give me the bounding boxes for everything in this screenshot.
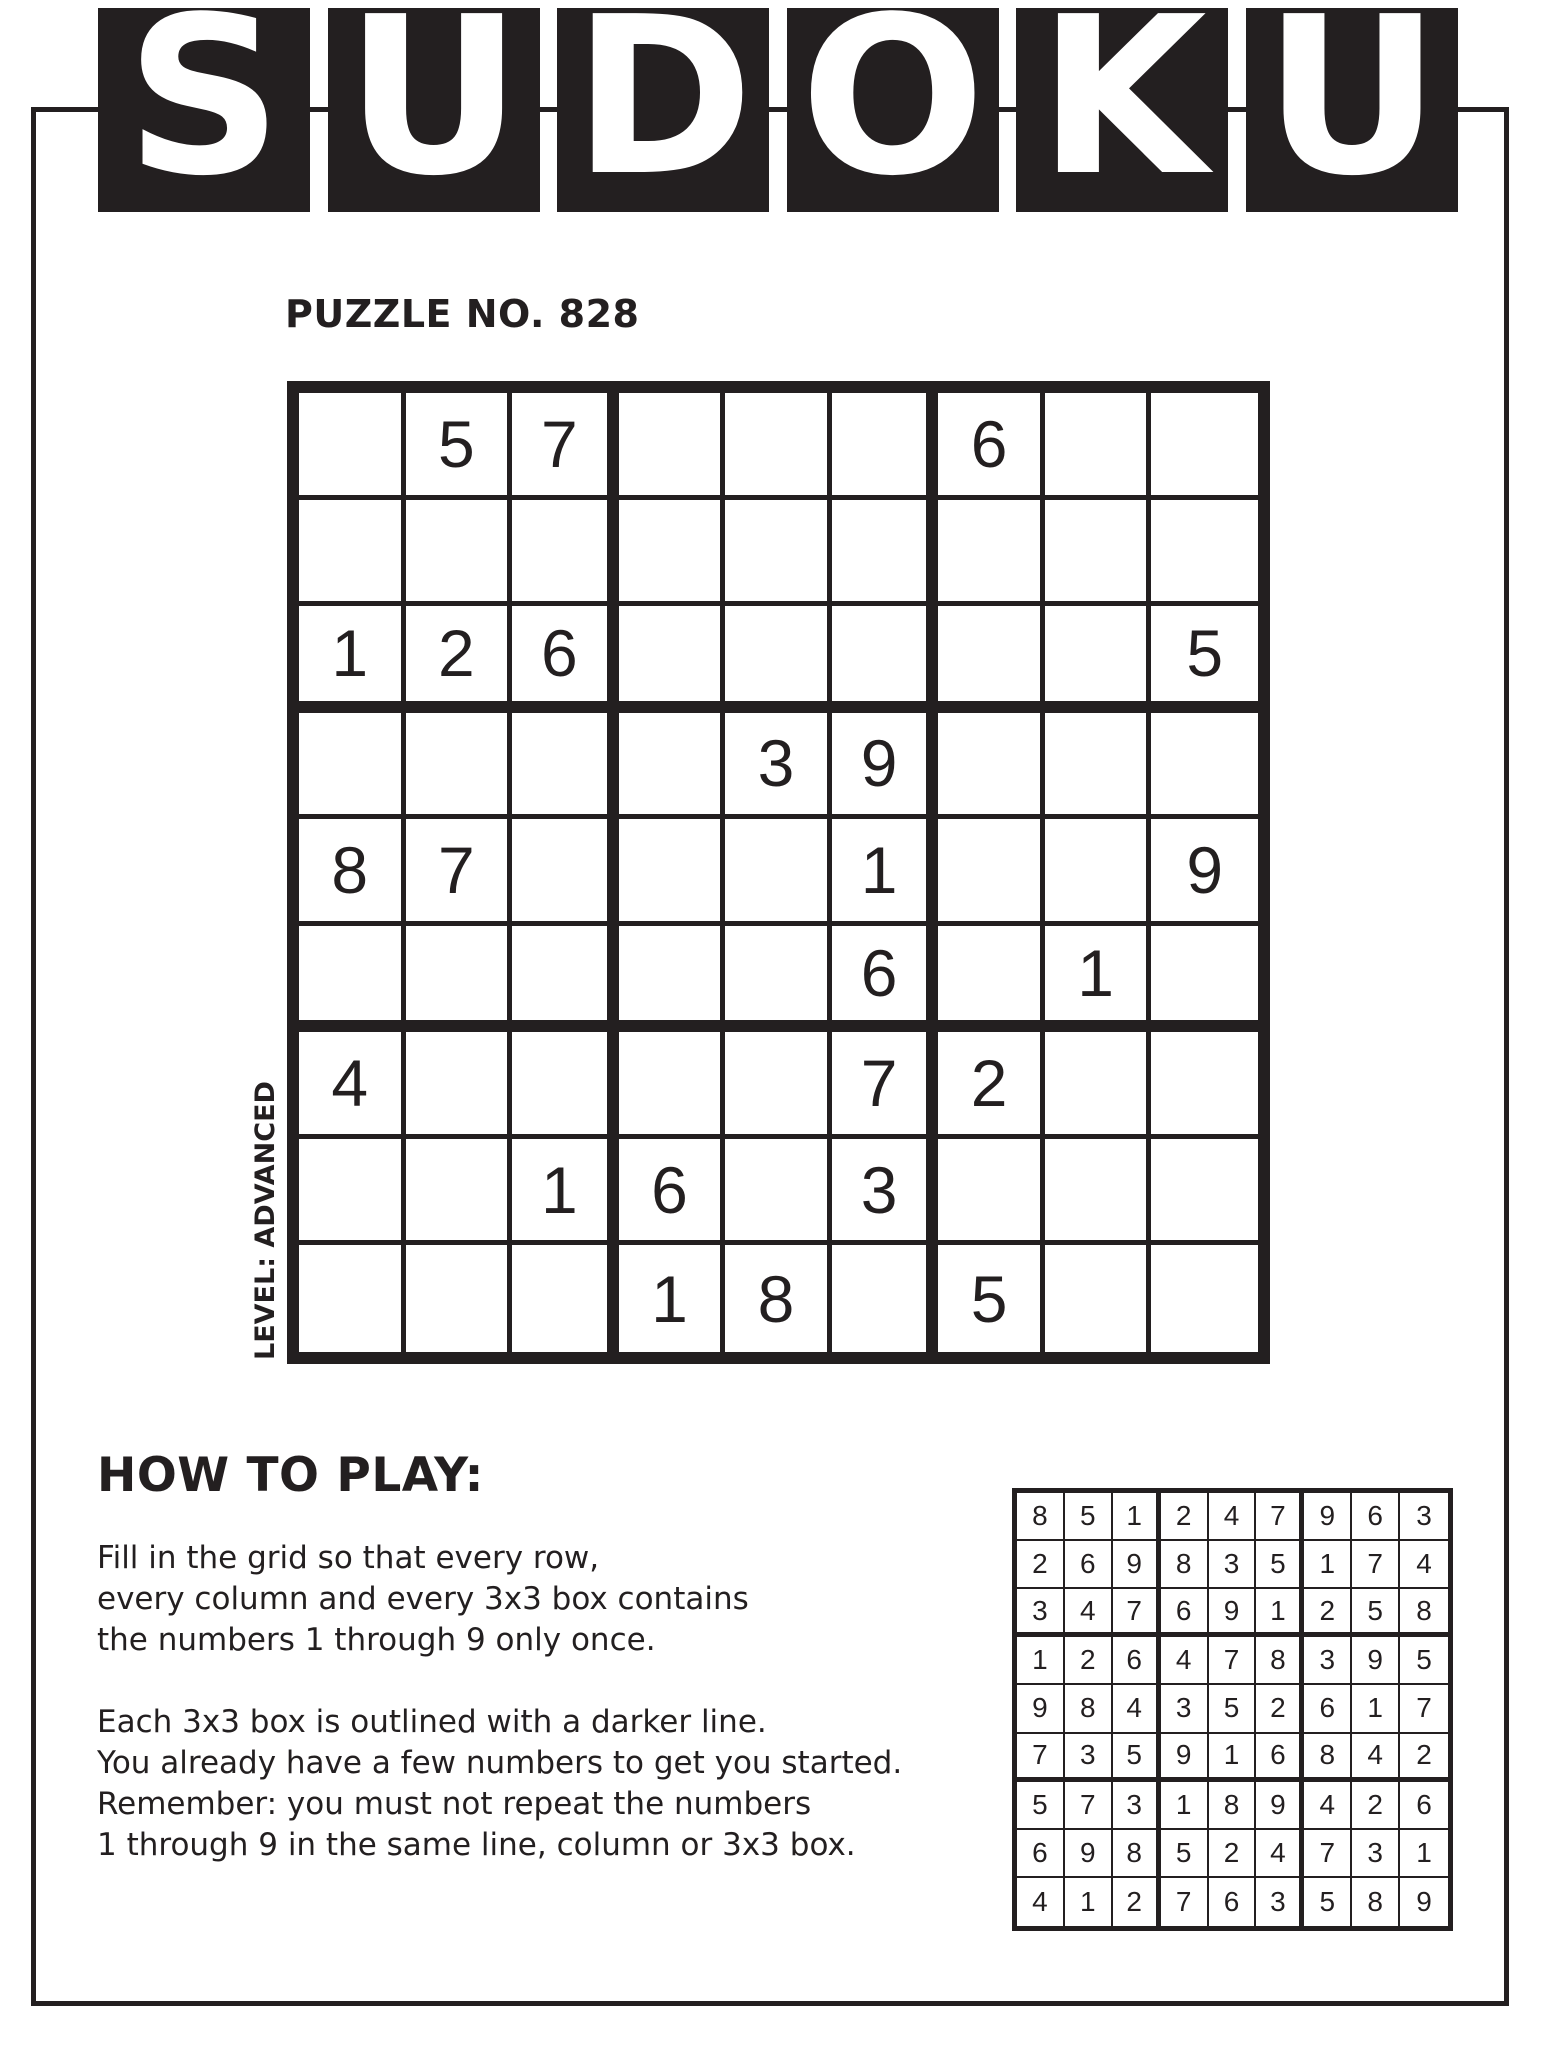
solution-cell: 3 xyxy=(1113,1782,1161,1830)
puzzle-cell[interactable]: 1 xyxy=(832,819,939,926)
puzzle-cell[interactable] xyxy=(725,819,832,926)
solution-cell: 5 xyxy=(1209,1685,1257,1733)
solution-cell: 2 xyxy=(1113,1878,1161,1926)
sudoku-title xyxy=(98,0,1458,212)
solution-cell: 7 xyxy=(1113,1589,1161,1637)
solution-cell: 2 xyxy=(1352,1782,1400,1830)
solution-cell: 9 xyxy=(1352,1637,1400,1685)
solution-cell: 2 xyxy=(1256,1685,1304,1733)
solution-cell: 4 xyxy=(1017,1878,1065,1926)
solution-cell: 9 xyxy=(1209,1589,1257,1637)
solution-cell: 9 xyxy=(1113,1541,1161,1589)
puzzle-cell[interactable] xyxy=(938,1139,1045,1246)
puzzle-cell[interactable] xyxy=(938,713,1045,820)
title-letter-tile xyxy=(1016,0,1228,212)
title-letter: U xyxy=(1263,0,1441,212)
solution-cell: 8 xyxy=(1400,1589,1448,1637)
solution-cell: 1 xyxy=(1161,1782,1209,1830)
instructions-paragraph-2 xyxy=(97,1702,902,1866)
solution-cell: 7 xyxy=(1304,1830,1352,1878)
puzzle-cell[interactable] xyxy=(725,1032,832,1139)
title-letter-tile xyxy=(557,0,769,212)
puzzle-cell[interactable] xyxy=(1151,500,1258,607)
solution-cell: 4 xyxy=(1400,1541,1448,1589)
puzzle-cell[interactable] xyxy=(619,926,726,1033)
puzzle-cell[interactable]: 6 xyxy=(512,606,619,713)
solution-cell: 6 xyxy=(1113,1637,1161,1685)
solution-cell: 1 xyxy=(1113,1493,1161,1541)
puzzle-cell[interactable] xyxy=(512,1245,619,1352)
solution-cell: 7 xyxy=(1352,1541,1400,1589)
solution-cell: 5 xyxy=(1352,1589,1400,1637)
solution-cell: 8 xyxy=(1017,1493,1065,1541)
puzzle-cell[interactable] xyxy=(725,500,832,607)
solution-cell: 7 xyxy=(1065,1782,1113,1830)
solution-cell: 2 xyxy=(1017,1541,1065,1589)
solution-cell: 2 xyxy=(1065,1637,1113,1685)
solution-cell: 1 xyxy=(1017,1637,1065,1685)
puzzle-cell[interactable]: 1 xyxy=(512,1139,619,1246)
puzzle-cell[interactable]: 7 xyxy=(512,393,619,500)
title-letter: S xyxy=(125,0,283,212)
puzzle-cell[interactable] xyxy=(299,500,406,607)
puzzle-cell[interactable]: 9 xyxy=(1151,819,1258,926)
puzzle-cell[interactable] xyxy=(725,1139,832,1246)
solution-cell: 8 xyxy=(1161,1541,1209,1589)
puzzle-cell[interactable] xyxy=(832,606,939,713)
instructions-paragraph-1 xyxy=(97,1538,749,1661)
puzzle-cell[interactable] xyxy=(406,1245,513,1352)
solution-cell: 1 xyxy=(1400,1830,1448,1878)
solution-cell: 4 xyxy=(1256,1830,1304,1878)
title-letter: K xyxy=(1037,0,1207,212)
puzzle-number-label: PUZZLE NO. 828 xyxy=(285,292,640,336)
puzzle-cell[interactable] xyxy=(619,713,726,820)
solution-cell: 8 xyxy=(1256,1637,1304,1685)
instruction-line: 1 through 9 in the same line, column or 3x3 box. xyxy=(97,1827,856,1863)
puzzle-cell[interactable] xyxy=(1045,713,1152,820)
solution-cell: 3 xyxy=(1161,1685,1209,1733)
puzzle-cell[interactable] xyxy=(299,926,406,1033)
solution-cell: 2 xyxy=(1304,1589,1352,1637)
solution-cell: 5 xyxy=(1400,1637,1448,1685)
puzzle-cell[interactable] xyxy=(725,926,832,1033)
puzzle-cell[interactable] xyxy=(1045,606,1152,713)
solution-cell: 6 xyxy=(1352,1493,1400,1541)
puzzle-cell[interactable]: 3 xyxy=(832,1139,939,1246)
solution-cell: 6 xyxy=(1017,1830,1065,1878)
puzzle-cell[interactable] xyxy=(1151,926,1258,1033)
puzzle-cell[interactable]: 1 xyxy=(299,606,406,713)
puzzle-cell[interactable] xyxy=(512,713,619,820)
how-to-play-heading: HOW TO PLAY: xyxy=(97,1448,484,1503)
puzzle-cell[interactable]: 5 xyxy=(938,1245,1045,1352)
puzzle-cell[interactable] xyxy=(512,819,619,926)
puzzle-cell[interactable]: 8 xyxy=(725,1245,832,1352)
puzzle-cell[interactable] xyxy=(299,1245,406,1352)
puzzle-cell[interactable] xyxy=(832,393,939,500)
puzzle-cell[interactable] xyxy=(938,606,1045,713)
puzzle-cell[interactable] xyxy=(299,393,406,500)
solution-cell: 2 xyxy=(1400,1734,1448,1782)
puzzle-cell[interactable] xyxy=(1045,1139,1152,1246)
solution-cell: 7 xyxy=(1017,1734,1065,1782)
solution-cell: 5 xyxy=(1161,1830,1209,1878)
puzzle-cell[interactable] xyxy=(619,393,726,500)
puzzle-cell[interactable]: 1 xyxy=(619,1245,726,1352)
solution-cell: 6 xyxy=(1256,1734,1304,1782)
solution-cell: 9 xyxy=(1017,1685,1065,1733)
puzzle-cell[interactable] xyxy=(512,1032,619,1139)
solution-cell: 4 xyxy=(1113,1685,1161,1733)
puzzle-cell[interactable] xyxy=(1045,500,1152,607)
puzzle-cell[interactable]: 6 xyxy=(832,926,939,1033)
title-letter: U xyxy=(345,0,523,212)
puzzle-cell[interactable] xyxy=(1045,1245,1152,1352)
solution-cell: 5 xyxy=(1113,1734,1161,1782)
puzzle-cell[interactable] xyxy=(1151,393,1258,500)
puzzle-cell[interactable] xyxy=(1151,713,1258,820)
puzzle-cell[interactable] xyxy=(938,926,1045,1033)
puzzle-cell[interactable]: 9 xyxy=(832,713,939,820)
puzzle-cell[interactable] xyxy=(1151,1032,1258,1139)
solution-cell: 3 xyxy=(1352,1830,1400,1878)
solution-cell: 8 xyxy=(1209,1782,1257,1830)
puzzle-cell[interactable]: 6 xyxy=(619,1139,726,1246)
solution-cell: 4 xyxy=(1304,1782,1352,1830)
solution-cell: 3 xyxy=(1304,1637,1352,1685)
puzzle-cell[interactable] xyxy=(619,1032,726,1139)
puzzle-cell[interactable] xyxy=(406,1032,513,1139)
solution-cell: 6 xyxy=(1065,1541,1113,1589)
puzzle-cell[interactable] xyxy=(1151,1139,1258,1246)
solution-cell: 3 xyxy=(1065,1734,1113,1782)
solution-cell: 4 xyxy=(1352,1734,1400,1782)
solution-cell: 9 xyxy=(1065,1830,1113,1878)
solution-cell: 2 xyxy=(1161,1493,1209,1541)
puzzle-cell[interactable] xyxy=(938,500,1045,607)
instruction-line: the numbers 1 through 9 only once. xyxy=(97,1622,656,1658)
solution-cell: 7 xyxy=(1209,1637,1257,1685)
puzzle-cell[interactable] xyxy=(299,1139,406,1246)
puzzle-cell[interactable] xyxy=(512,500,619,607)
solution-cell: 7 xyxy=(1161,1878,1209,1926)
puzzle-cell[interactable] xyxy=(1045,393,1152,500)
puzzle-cell[interactable] xyxy=(406,500,513,607)
solution-cell: 4 xyxy=(1065,1589,1113,1637)
puzzle-cell[interactable]: 3 xyxy=(725,713,832,820)
puzzle-cell[interactable]: 8 xyxy=(299,819,406,926)
solution-cell: 8 xyxy=(1352,1878,1400,1926)
puzzle-cell[interactable] xyxy=(832,1245,939,1352)
solution-cell: 7 xyxy=(1400,1685,1448,1733)
solution-cell: 1 xyxy=(1352,1685,1400,1733)
puzzle-cell[interactable] xyxy=(406,713,513,820)
solution-cell: 9 xyxy=(1416,1885,1432,1917)
solution-cell: 1 xyxy=(1065,1878,1113,1926)
puzzle-cell[interactable]: 7 xyxy=(832,1032,939,1139)
solution-grid xyxy=(1012,1488,1453,1931)
puzzle-cell[interactable]: 1 xyxy=(1045,926,1152,1033)
solution-cell: 5 xyxy=(1017,1782,1065,1830)
solution-cell: 6 xyxy=(1400,1782,1448,1830)
title-letter: O xyxy=(800,0,986,212)
puzzle-cell[interactable] xyxy=(1045,819,1152,926)
title-letter: D xyxy=(572,0,754,212)
solution-cell: 8 xyxy=(1304,1734,1352,1782)
puzzle-cell[interactable] xyxy=(725,606,832,713)
solution-cell: 3 xyxy=(1256,1878,1304,1926)
puzzle-cell[interactable] xyxy=(299,713,406,820)
solution-cell: 1 xyxy=(1256,1589,1304,1637)
puzzle-cell[interactable] xyxy=(938,819,1045,926)
puzzle-cell[interactable] xyxy=(1045,1032,1152,1139)
title-letter-tile xyxy=(787,0,999,212)
puzzle-cell[interactable] xyxy=(619,606,726,713)
solution-cell: 5 xyxy=(1065,1493,1113,1541)
puzzle-cell[interactable]: 2 xyxy=(938,1032,1045,1139)
title-letter-tile xyxy=(328,0,540,212)
puzzle-cell[interactable]: 2 xyxy=(406,606,513,713)
title-letter-tile xyxy=(98,0,310,212)
solution-cell: 4 xyxy=(1209,1493,1257,1541)
instruction-line: Remember: you must not repeat the numbers xyxy=(97,1786,812,1822)
solution-cell: 6 xyxy=(1161,1589,1209,1637)
solution-cell: 6 xyxy=(1304,1685,1352,1733)
solution-cell: 1 xyxy=(1304,1541,1352,1589)
solution-cell: 1 xyxy=(1209,1734,1257,1782)
instruction-line: You already have a few numbers to get you started. xyxy=(97,1745,903,1781)
difficulty-level-label: LEVEL: ADVANCED xyxy=(250,1081,281,1360)
puzzle-cell[interactable]: 6 xyxy=(938,393,1045,500)
solution-cell: 2 xyxy=(1209,1830,1257,1878)
solution-cell: 9 xyxy=(1304,1493,1352,1541)
puzzle-cell[interactable] xyxy=(406,926,513,1033)
puzzle-cell[interactable]: 4 xyxy=(299,1032,406,1139)
solution-cell: 3 xyxy=(1209,1541,1257,1589)
puzzle-cell[interactable] xyxy=(832,500,939,607)
puzzle-cell[interactable] xyxy=(1151,1245,1258,1352)
puzzle-cell[interactable]: 7 xyxy=(406,819,513,926)
solution-cell: 5 xyxy=(1304,1878,1352,1926)
instruction-line: Each 3x3 box is outlined with a darker line. xyxy=(97,1704,767,1740)
puzzle-cell[interactable] xyxy=(406,1139,513,1246)
puzzle-cell[interactable] xyxy=(725,393,832,500)
solution-cell: 9 xyxy=(1161,1734,1209,1782)
puzzle-cell[interactable]: 5 xyxy=(1151,606,1258,713)
puzzle-cell[interactable] xyxy=(619,500,726,607)
solution-cell: 6 xyxy=(1209,1878,1257,1926)
solution-cell: 5 xyxy=(1256,1541,1304,1589)
solution-cell: 8 xyxy=(1065,1685,1113,1733)
puzzle-cell[interactable] xyxy=(512,926,619,1033)
solution-cell: 7 xyxy=(1256,1493,1304,1541)
solution-cell: 9 xyxy=(1256,1782,1304,1830)
puzzle-cell[interactable]: 5 xyxy=(406,393,513,500)
puzzle-grid xyxy=(287,381,1270,1364)
solution-cell: 4 xyxy=(1161,1637,1209,1685)
instruction-line: every column and every 3x3 box contains xyxy=(97,1581,749,1617)
title-letter-tile xyxy=(1246,0,1458,212)
puzzle-cell[interactable] xyxy=(619,819,726,926)
solution-cell: 3 xyxy=(1400,1493,1448,1541)
solution-cell: 3 xyxy=(1017,1589,1065,1637)
instruction-line: Fill in the grid so that every row, xyxy=(97,1540,600,1576)
solution-cell: 8 xyxy=(1113,1830,1161,1878)
